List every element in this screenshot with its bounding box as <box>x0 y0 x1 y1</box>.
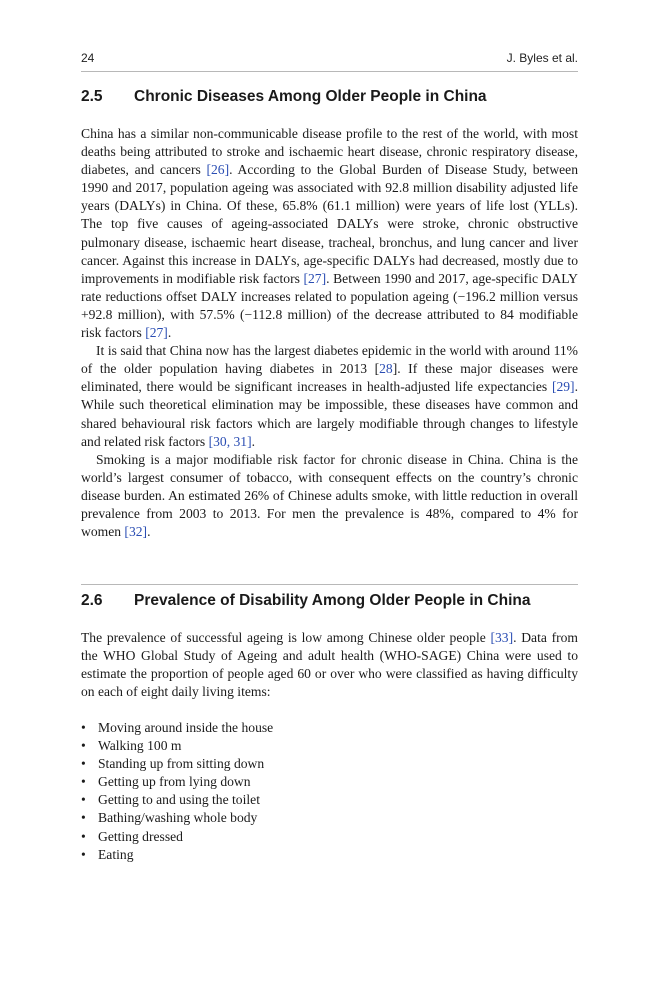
text-run: . While such theoretical elimination may be impossible, these diseases have common and shared behavioural risk factors which are largely modifiable through changes to lifestyle and related risk factors <box>81 379 578 449</box>
bullet-list <box>81 719 578 864</box>
list-item-text: Bathing/washing whole body <box>98 810 258 826</box>
text-run: . Data from the WHO Global Study of Ageing and adult health (WHO-SAGE) China were used to estimate the proportion of people aged 60 or over who were classified as having difficulty on each of eight daily living items: <box>81 630 578 700</box>
citation-link[interactable]: [27] <box>145 325 168 341</box>
page-number: 24 <box>81 51 95 65</box>
list-item-text: Standing up from sitting down <box>98 756 265 772</box>
list-item-text: Getting dressed <box>98 828 183 844</box>
section-title: Prevalence of Disability Among Older People in China <box>134 592 531 609</box>
section-heading-2-6 <box>81 592 578 610</box>
paragraph <box>81 342 578 451</box>
list-item <box>81 828 578 846</box>
paragraph <box>81 125 578 342</box>
list-item <box>81 755 578 773</box>
citation-link[interactable]: [26] <box>206 162 230 178</box>
bullet-icon: • <box>81 846 86 862</box>
text-run: Smoking is a major modifiable risk factor for chronic disease in China. China is the world’s largest consumer of tobacco, with consequent effects on the country’s chronic disease burden. An estimated 26% of Chinese adults smoke, with little reduction in overall prevalence from 2003 to 2013. For men the prevalence is 48%, compared to 4% for women <box>81 451 578 540</box>
text-run: The prevalence of successful ageing is low among Chinese older people <box>81 630 491 645</box>
bullet-icon: • <box>81 810 86 826</box>
text-run: . <box>167 325 172 341</box>
section-title: Chronic Diseases Among Older People in China <box>134 88 487 105</box>
list-item-text: Getting up from lying down <box>98 774 251 790</box>
section-2-6-body <box>81 629 578 701</box>
citation-link[interactable]: [33] <box>490 630 514 645</box>
text-run: . Between 1990 and 2017, age-specific DALY rate reductions offset DALY increases related to population ageing (−196.2 million versus +92.8 million), with 57.5% (−112.8 million) of the decrease attributed to 84 modifiable risk factors <box>81 270 578 341</box>
list-item-text: Getting to and using the toilet <box>98 792 260 808</box>
list-item <box>81 719 578 737</box>
text-run: China has a similar non-communicable disease profile to the rest of the world, with most deaths being attributed to stroke and ischaemic heart disease, chronic respiratory disease, diabetes, and cancers <box>81 126 578 178</box>
text-run: ]. If these major diseases were eliminated, there would be significant increases in health-adjusted life expectancies <box>81 361 578 395</box>
citation-link[interactable]: [32] <box>124 524 148 540</box>
text-run: . <box>251 433 256 449</box>
citation-link[interactable]: 28 <box>379 361 393 377</box>
section-rule <box>81 584 578 585</box>
list-item <box>81 809 578 827</box>
paragraph <box>81 451 578 541</box>
running-head-author: J. Byles et al. <box>506 51 578 65</box>
bullet-icon: • <box>81 738 86 754</box>
list-item <box>81 737 578 755</box>
text-run: . According to the Global Burden of Disease Study, between 1990 and 2017, population ageing was associated with 92.8 million disability adjusted life years (DALYs) in China. Of these, 65.8% (61.1 million) were years of life lost (YLLs). The top five causes of ageing-associated DALYs were stroke, chronic obstructive pulmonary disease, ischaemic heart disease, tracheal, bronchus, and lung cancer and liver cancer. Against this increase in DALYs, age-specific DALYs had decreased, mostly due to improvements in modifiable risk factors <box>81 162 578 286</box>
list-item <box>81 773 578 791</box>
bullet-icon: • <box>81 774 86 790</box>
bullet-icon: • <box>81 792 86 808</box>
list-item-text: Walking 100 m <box>98 738 182 754</box>
header-rule <box>81 71 578 72</box>
section-heading-2-5 <box>81 88 578 106</box>
citation-link[interactable]: [29] <box>551 379 575 395</box>
section-number: 2.5 <box>81 88 103 105</box>
bullet-icon: • <box>81 828 86 844</box>
list-item <box>81 846 578 864</box>
section-2-5-body <box>81 125 578 541</box>
text-run: . <box>147 524 151 540</box>
text-run: It is said that China now has the largest diabetes epidemic in the world with around 11% of the older population having diabetes in 2013 [ <box>81 343 578 377</box>
citation-link[interactable]: [27] <box>303 270 327 286</box>
list-item <box>81 791 578 809</box>
paragraph <box>81 629 578 701</box>
bullet-icon: • <box>81 756 86 772</box>
section-number: 2.6 <box>81 592 103 609</box>
list-item-text: Moving around inside the house <box>98 720 274 735</box>
bullet-icon: • <box>81 720 86 735</box>
daily-living-list <box>81 719 578 864</box>
list-item-text: Eating <box>98 846 134 862</box>
citation-link[interactable]: [30, 31] <box>208 433 252 449</box>
